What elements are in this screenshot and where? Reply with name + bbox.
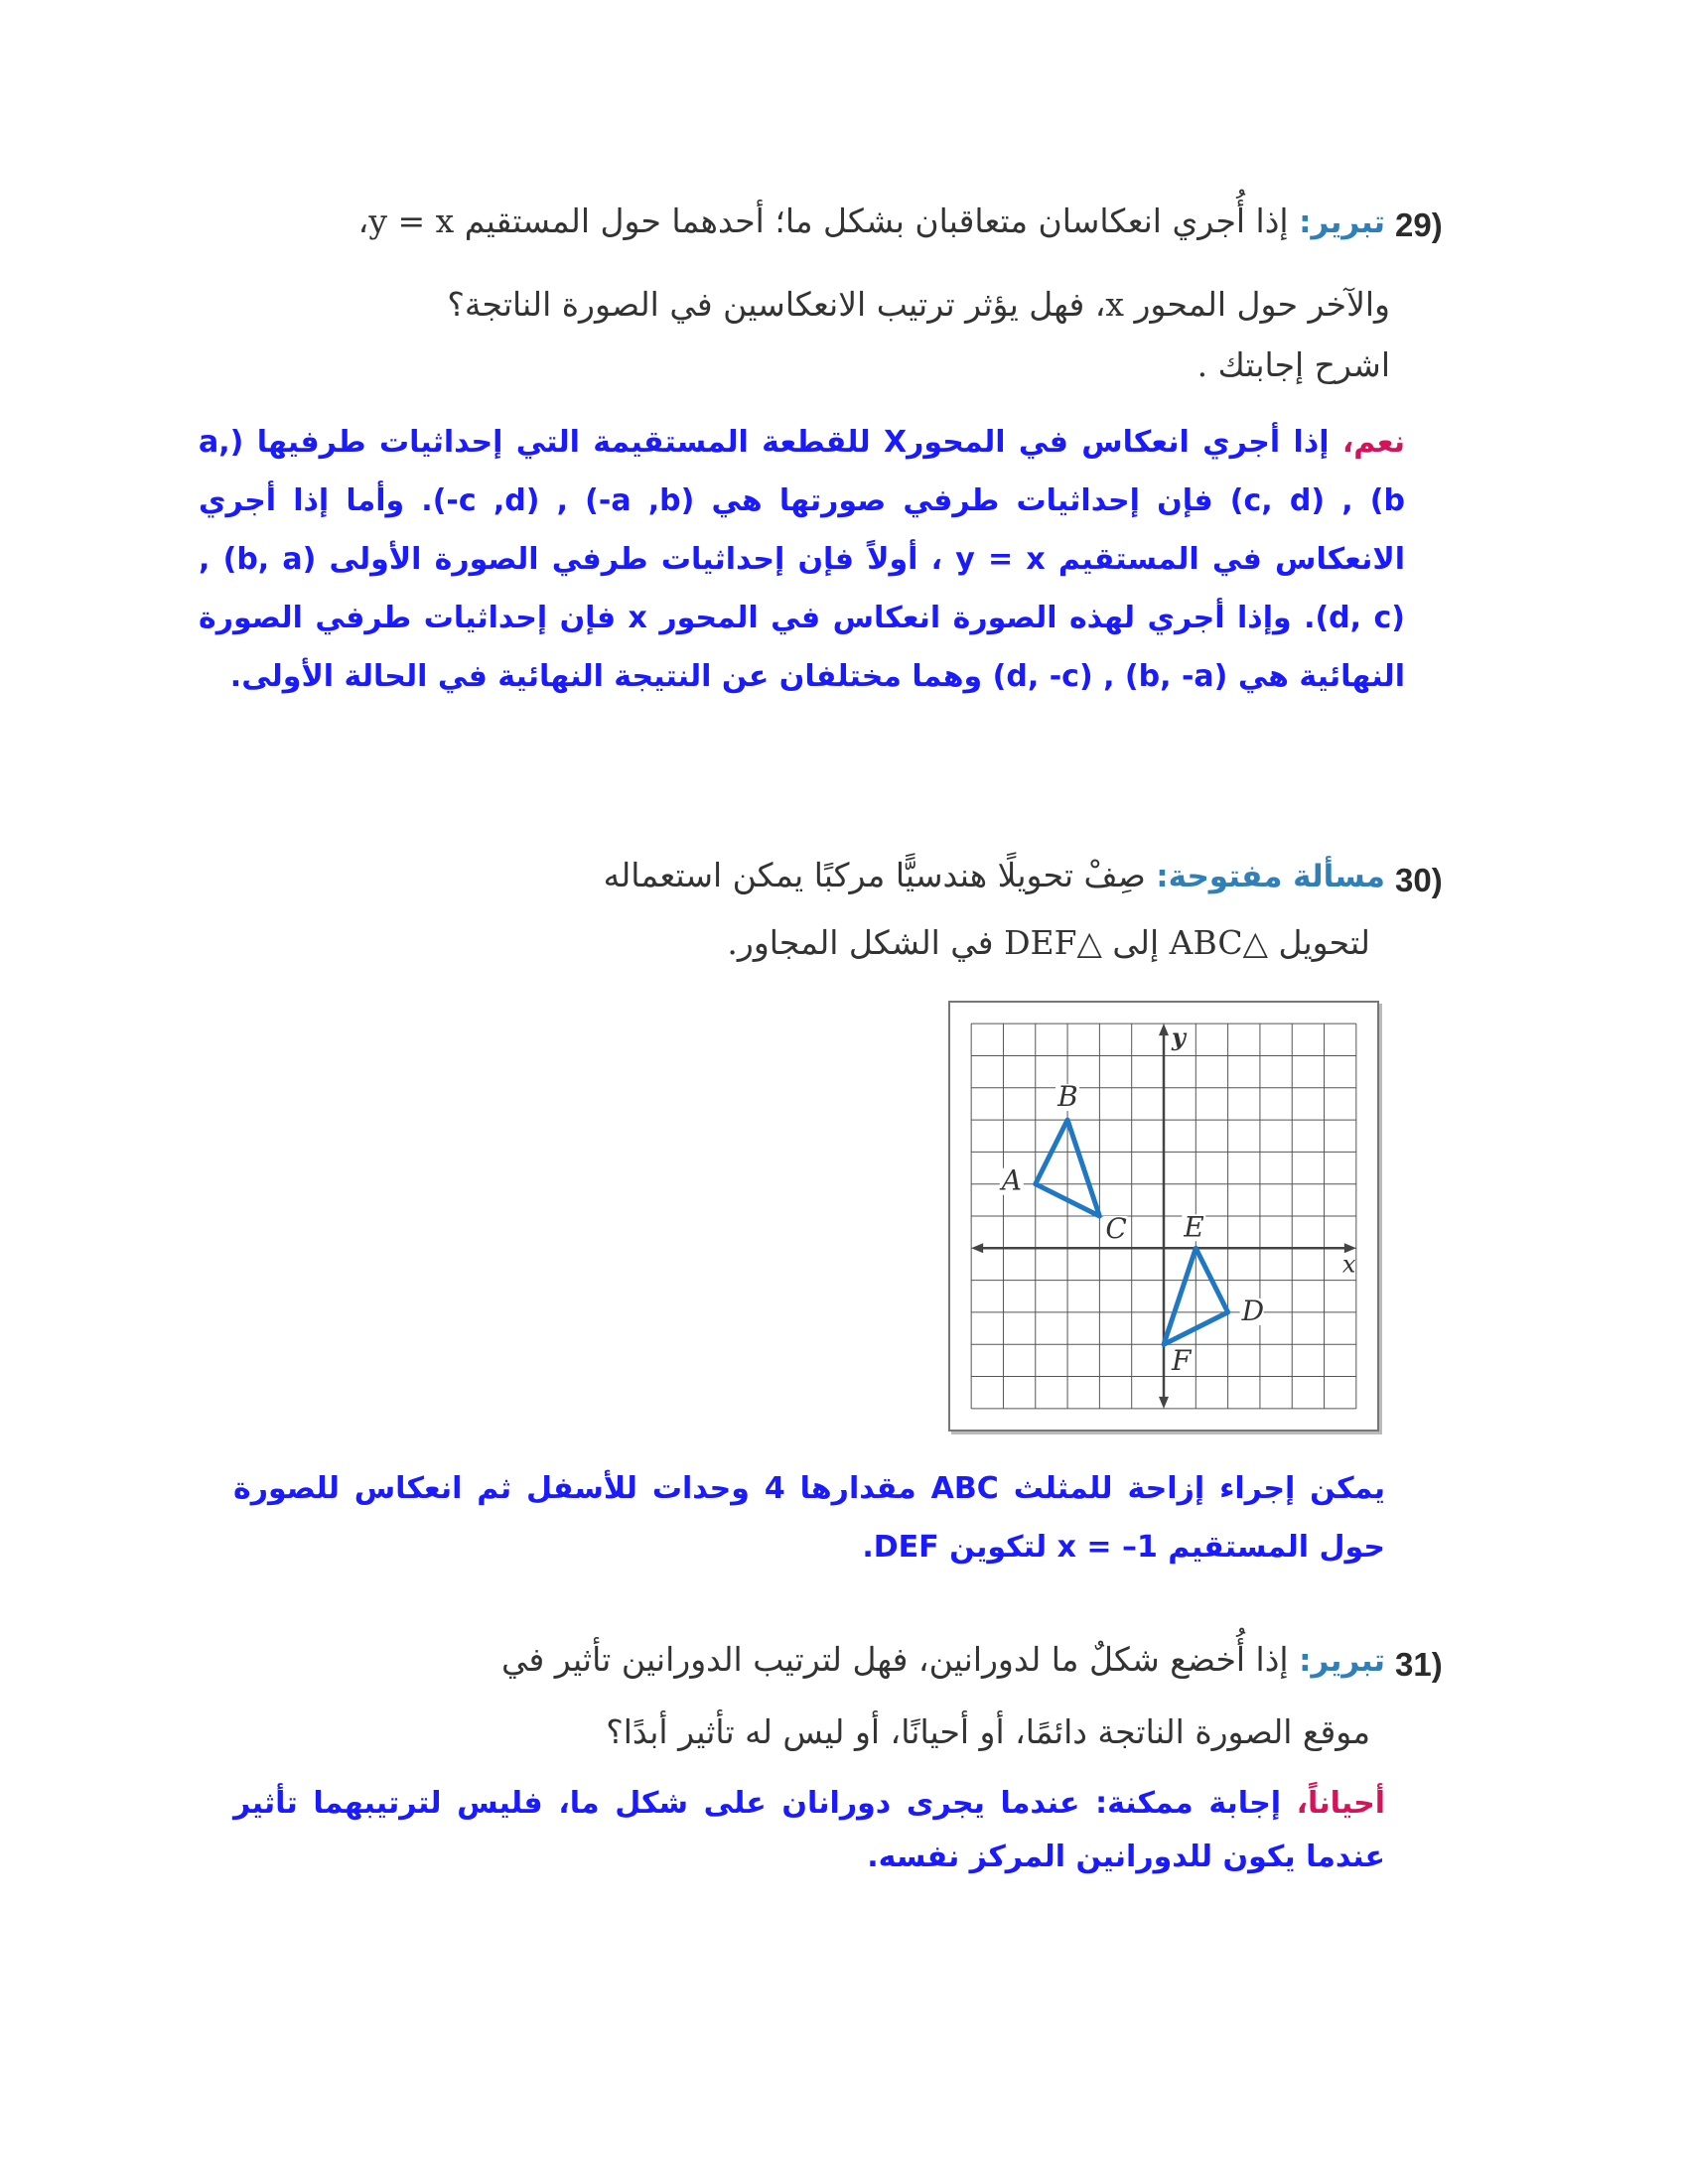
coordinate-grid xyxy=(950,1003,1377,1430)
q30-line2: لتحويل △ABC إلى △DEF في الشكل المجاور. xyxy=(727,923,1370,962)
y-axis-label: y xyxy=(1172,1023,1186,1052)
q29-number: 29) xyxy=(1395,206,1443,243)
y-axis-arrow-down xyxy=(1159,1397,1169,1409)
vertex-label-d: D xyxy=(1241,1294,1265,1327)
q29-answer-body: إذا أجري انعكاس في المحورX للقطعة المستقيمة التي إحداثيات طرفيها (a, b) , (c, d) فإن إحداثيات طرفي صورتها هي (a ,b-) , (c ,d-). وأما إذا أجري الانعكاس في المستقيم y = x ، أولاً فإن إحداثيات طرفي الصورة الأولى (b, a) , (d, c). وإذا أجري لهذه الصورة انعكاس في المحور x فإن إحداثيات طرفي الصورة النهائية هي (b, -a) , (d, -c) وهما مختلفان عن النتيجة النهائية في الحالة الأولى. xyxy=(199,425,1405,694)
q29-text-1: إذا أُجري انعكاسان متعاقبان بشكل ما؛ أحدهما حول المستقيم y = x، xyxy=(357,202,1289,240)
q29-line1 xyxy=(358,202,1385,240)
vertex-label-f: F xyxy=(1172,1344,1192,1378)
q31-text-1: إذا أُخضع شكلٌ ما لدورانين، فهل لترتيب الدورانين تأثير في xyxy=(501,1640,1289,1679)
q30-number: 30) xyxy=(1395,862,1443,898)
q31-label: تبرير: xyxy=(1299,1643,1385,1679)
q29-line2: والآخر حول المحور x، فهل يؤثر ترتيب الانعكاسين في الصورة الناتجة؟ xyxy=(447,285,1390,324)
vertex-label-e: E xyxy=(1184,1210,1204,1244)
x-axis-arrow-left xyxy=(971,1243,983,1253)
q30-line1 xyxy=(604,856,1385,894)
q30-answer: يمكن إجراء إزاحة للمثلث ABC مقدارها 4 وحدات للأسفل ثم انعكاس للصورة حول المستقيم x = –1 لتكوين DEF. xyxy=(233,1471,1385,1565)
q29-line3: اشرح إجابتك . xyxy=(1196,345,1390,384)
q29-label: تبرير: xyxy=(1299,205,1385,240)
q31-line1 xyxy=(501,1640,1385,1679)
x-axis-label: x xyxy=(1341,1250,1356,1279)
q31-number: 31) xyxy=(1395,1646,1443,1683)
q31-answer-body: إجابة ممكنة: عندما يجرى دورانان على شكل ما، فليس لترتيبهما تأثير عندما يكون للدورانين المركز نفسه. xyxy=(233,1786,1385,1874)
y-axis-arrow-up xyxy=(1159,1024,1169,1035)
q29-answer-lead: نعم، xyxy=(1341,425,1405,460)
q31-line2: موقع الصورة الناتجة دائمًا، أو أحيانًا، أو ليس له تأثير أبدًا؟ xyxy=(606,1712,1370,1751)
vertex-label-b: B xyxy=(1057,1080,1078,1114)
q30-text-1: صِفْ تحويلًا هندسيًّا مركبًا يمكن استعماله xyxy=(603,856,1146,894)
q30-label: مسألة مفتوحة: xyxy=(1156,859,1385,894)
q31-answer-lead: أحياناً، xyxy=(1296,1786,1385,1821)
coordinate-grid-figure xyxy=(948,1001,1379,1432)
q29-answer xyxy=(199,413,1405,706)
q31-answer xyxy=(233,1777,1385,1884)
vertex-label-a: A xyxy=(1001,1163,1023,1197)
vertex-label-c: C xyxy=(1105,1212,1127,1245)
